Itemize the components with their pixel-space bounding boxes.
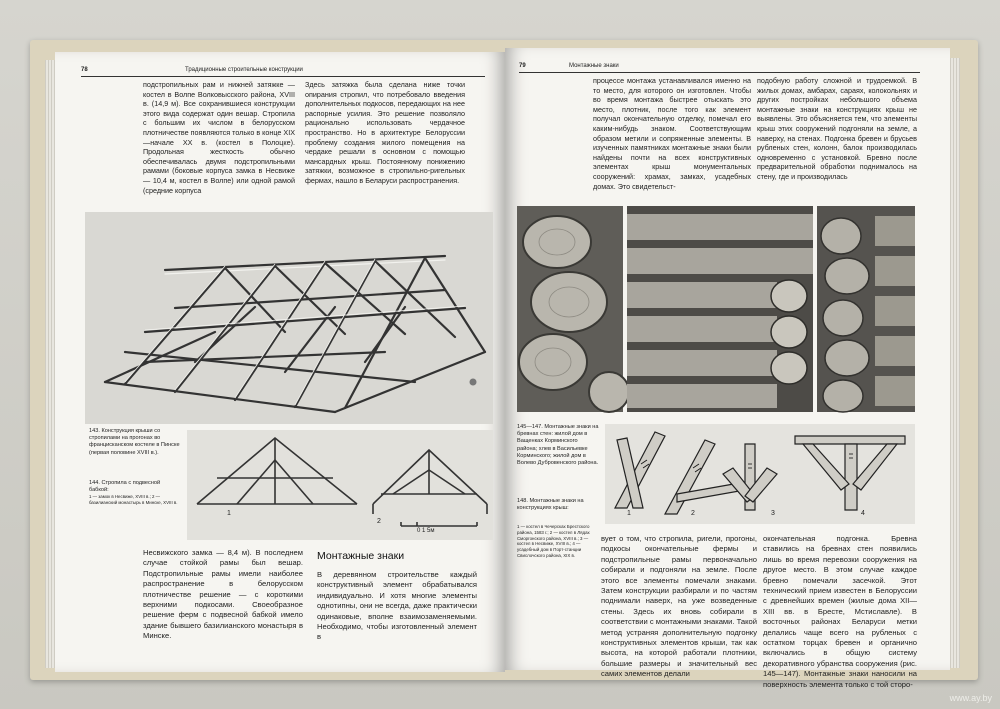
bottom-text-column-1: Несвижского замка — 8,4 м). В последнем случае стойкой рамы был вешар. Подстропильные рамы имели наиболее распространение в белорусском плотничестве решение — с короткими верхними подкосами. Своеобразное решение ферм с подвесной бабкой имело здание бывшего базилианского монастыря в Минске. — [143, 548, 303, 641]
right-page — [505, 48, 950, 689]
text-column-2: Здесь затяжка была сделана ниже точки опирания стропил, что потребовало введения дополнительных подкосов, передающих на нее распорные усилия. Это решение позволяло рационально использовать чердачное пространство. Но в архитектуре Белоруссии проблему создания жилого помещения на чердаке решали в основном с помощью мансардных крыш. Постоянному понижению затяжки, возможное в стропильно-ригельных фермах, нашло в Беларуси распространения. — [305, 80, 465, 185]
caption-148-title: 148. Монтажные знаки на конструкциях крыш: — [517, 498, 584, 512]
roof-truss-figure — [85, 212, 493, 424]
caption-144-detail: 1 — замок в Несвиже, XVIII в.; 2 — базилианский монастырь в Минске, XVIII в. — [89, 494, 178, 505]
figure-label-4: 4 — [861, 510, 865, 517]
log-wall-photo-2 — [627, 206, 813, 412]
caption-144-title: 144. Стропила с подвесной бабкой: — [89, 480, 161, 494]
figure-label-2: 2 — [377, 518, 381, 525]
bottom-text-column-2: окончательная подгонка. Бревна ставились на бревнах стен появились лишь во время перевозки сооружения на другое место. В этом случае каждое бревно помечали засечкой. Этот технический прием известен в Белоруссии с древнейших времен (жилые дома XII—XIII вв. в Бресте, Мстиславле). В восточных районах Беларуси метки делались чаще всего на рубленых с остатком торцах бревен и органично включались в общую систему декоративного убранства сооружения (рис. 145—147). Монтажные знаки наносили на поверхность элемента только с той сторо- — [763, 534, 917, 689]
assembly-marks-drawings — [605, 424, 915, 524]
log-wall-photo-3 — [817, 206, 915, 412]
page-number: 78 — [81, 67, 88, 73]
caption-145-147: 145—147. Монтажные знаки на бревнах стен: жилой дом в Ващенках Корминского района; хлев в Васильевке Корминского; жилой дом в Волево Дубровенского района. — [517, 424, 599, 467]
page-number: 79 — [519, 63, 526, 69]
running-header — [81, 66, 485, 77]
page-stack-left — [45, 60, 55, 668]
log-wall-photo-1 — [517, 206, 623, 412]
caption-148-detail: 1 — костел в Чечерсках Брестского района, 1583 г.; 2 — костел в Лядах Сморгонского района, XVIII в.; 3 — костел в Несвиже, XVIII в.; 4 — усадебный дом в Порт-станции Свислочского района, XIX в. — [517, 524, 590, 558]
watermark: www.ay.by — [949, 693, 992, 703]
truss-diagrams — [187, 430, 493, 540]
log-wall-image — [627, 206, 813, 412]
roof-truss-drawing — [85, 212, 493, 424]
scale-bar-label: 0 1 5м — [417, 528, 435, 534]
figure-label-1: 1 — [227, 510, 231, 517]
text-column-1: подстропильных рам и нижней затяжке — костел в Волпе Волковысского района, XVIII в. (14,9 м). Все сохранившиеся конструкции этого вида содержат один вешар. Стропила с большим их числом в белорусском плотничестве появляются только в конце XIX—начале XX в. (костел в Полоцке). Продольная жесткость обычно обеспечивалась двумя подстропильными рамами (боковые корпуса замка в Несвиже — 10,4 м, костел в Волпе) или одной рамой (средние корпуса — [143, 80, 295, 195]
bottom-text-column-1: вует о том, что стропила, ригели, прогоны, подкосы окончательные фермы и подстропильные рамы первоначально собирали и подгоняли на земле. После этого все элементы помечали знаками. Затем конструкции разбирали и по частям поднимали наверх, на уже возведенные стены. Здесь их вновь собирали в соответствии с монтажными знаками. Такой метод устраняя дополнительную подгонку конструктивных элементов крыши, так как высота, на которой работали плотники, большие размеры и значительный вес самих элементов делали — [601, 534, 758, 679]
figure-label-1: 1 — [627, 510, 631, 517]
section-title: Монтажные знаки — [317, 550, 405, 562]
log-corner-image — [817, 206, 915, 412]
header-title: Монтажные знаки — [569, 63, 619, 69]
running-header — [519, 62, 920, 73]
text-column-1: процессе монтажа устанавливался именно на то место, для которого он изготовлен. Чтобы во время монтажа быстрее отыскать это место, плотник, после того как элемент получал окончательную отделку, помечал его каким-нибудь знаком. Соответствующим образом метили и сопряженные элементы. В изученных памятниках монтажные знаки были найдены почти на всех конструктивных элементах крыш монументальных сооружений: храмах, замках, усадебных домах. Это свидетельст- — [593, 76, 751, 191]
assembly-marks-figure — [605, 424, 915, 524]
bottom-text-column-2: В деревянном строительстве каждый конструктивный элемент обрабатывался индивидуально. И хотя многие элементы однотипны, они не всегда, даже практически одинаковые, вполне взаимозаменяемыми. Необходимо, чтобы изготовленный элемент в — [317, 570, 477, 642]
caption-143: 143. Конструкция крыши со стропилами на прогонах во францисканском костеле в Пинске (первая половине XVIII в.). — [89, 428, 180, 456]
hanging-post-truss-figure — [187, 430, 493, 540]
header-title: Традиционные строительные конструкции — [185, 67, 303, 73]
figure-label-2: 2 — [691, 510, 695, 517]
left-page — [55, 52, 505, 672]
text-column-2: подобную работу сложной и трудоемкой. В жилых домах, амбарах, сараях, колокольнях и других постройках небольшого объема монтажные знаки на конструкциях крыш не выявлены. Это объясняется тем, что элементы крыш этих сооружений подгоняли на земле, а наверху, на стенах. Подгонка бревен и брусьев рубленых стен, колонн, балок производилась одновременно с установкой. Бревно после предварительной обработки поднималось на стену, где и производилась — [757, 76, 917, 181]
figure-label-3: 3 — [771, 510, 775, 517]
log-ends-image — [517, 206, 623, 412]
